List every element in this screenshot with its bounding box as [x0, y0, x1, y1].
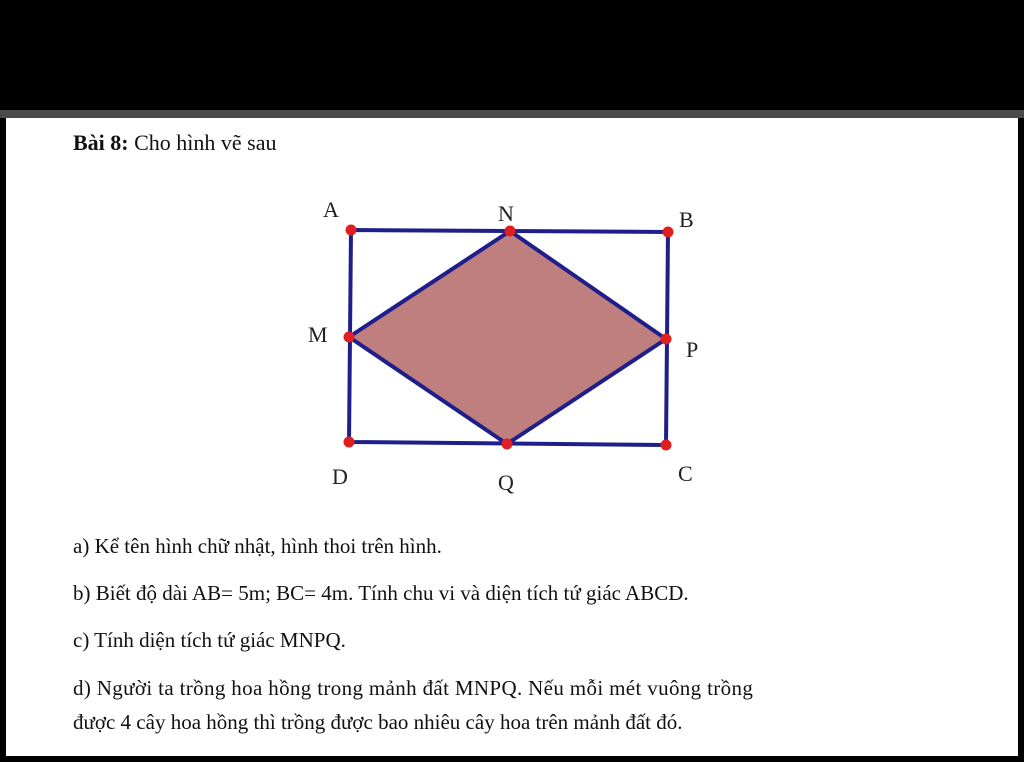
vertex-m	[344, 332, 355, 343]
label-b: B	[679, 207, 694, 232]
problem-intro: Cho hình vẽ sau	[128, 130, 277, 155]
rhombus-mnpq	[349, 231, 666, 444]
vertex-q	[502, 439, 513, 450]
vertex-d	[344, 437, 355, 448]
vertex-b	[663, 227, 674, 238]
geometry-figure	[6, 118, 1018, 756]
label-m: M	[308, 322, 328, 347]
label-n: N	[498, 201, 514, 226]
vertex-p	[661, 334, 672, 345]
label-d: D	[332, 464, 348, 489]
question-d-line1: d) Người ta trồng hoa hồng trong mảnh đất MNPQ. Nếu mỗi mét vuông trồng	[73, 676, 754, 700]
question-b: b) Biết độ dài AB= 5m; BC= 4m. Tính chu vi và diện tích tứ giác ABCD.	[73, 581, 689, 605]
frame-edge	[0, 110, 1024, 118]
question-c: c) Tính diện tích tứ giác MNPQ.	[73, 628, 346, 652]
label-q: Q	[498, 470, 514, 495]
question-a: a) Kể tên hình chữ nhật, hình thoi trên hình.	[73, 534, 442, 558]
top-black-band	[0, 0, 1024, 110]
question-d-line2: được 4 cây hoa hồng thì trồng được bao nhiêu cây hoa trên mảnh đất đó.	[73, 710, 683, 734]
label-a: A	[323, 197, 339, 222]
label-c: C	[678, 461, 693, 486]
document-page	[6, 118, 1018, 756]
vertex-a	[346, 225, 357, 236]
vertex-n	[505, 226, 516, 237]
problem-label: Bài 8:	[73, 130, 129, 155]
label-p: P	[686, 337, 699, 362]
vertex-c	[661, 440, 672, 451]
